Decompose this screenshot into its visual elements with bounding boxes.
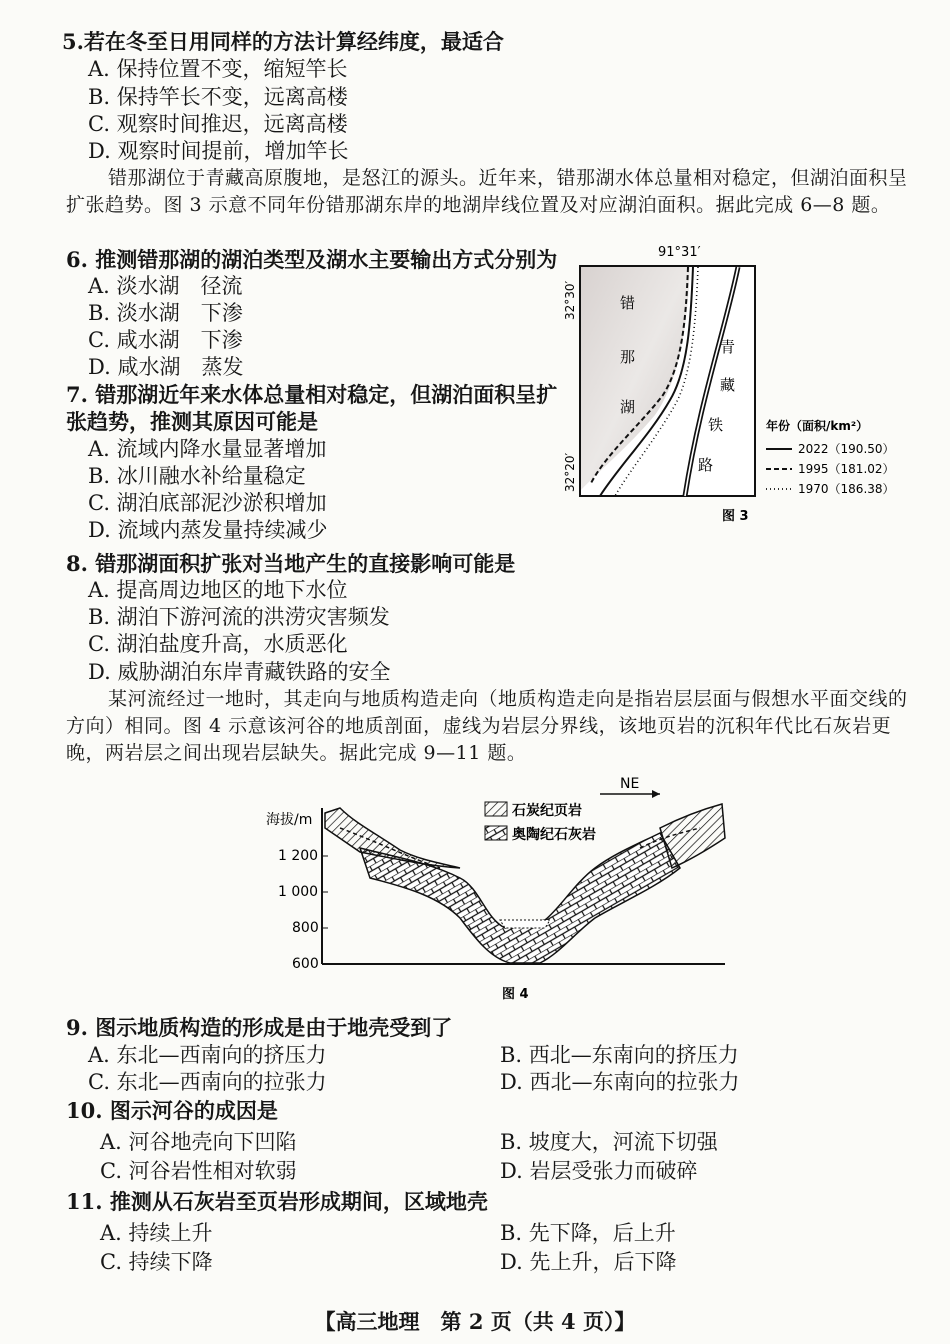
rail-label-1: 青 (720, 338, 736, 356)
q6-option-a: A. 淡水湖 径流 (88, 274, 243, 298)
rail-label-3: 铁 (708, 416, 724, 434)
shale-layer-right (660, 804, 725, 868)
q6-option-d: D. 咸水湖 蒸发 (88, 355, 244, 379)
q7-stem-line1: 7. 错那湖近年来水体总量相对稳定，但湖泊面积呈扩 (66, 382, 558, 407)
q7-option-d: D. 流域内蒸发量持续减少 (88, 518, 328, 542)
q5-option-b: B. 保持竿长不变，远离高楼 (88, 85, 348, 109)
q9-stem: 9. 图示地质构造的形成是由于地壳受到了 (66, 1015, 453, 1040)
q10-option-d: D. 岩层受张力而破碎 (500, 1159, 698, 1183)
q10-option-a: A. 河谷地壳向下凹陷 (100, 1130, 297, 1154)
q6-option-c: C. 咸水湖 下渗 (88, 328, 243, 352)
rail-label-4: 路 (698, 456, 714, 474)
q7-option-b: B. 冰川融水补给量稳定 (88, 464, 306, 488)
legend-limestone-swatch (485, 826, 507, 840)
fig3-lat-bottom: 32°20′ (563, 452, 577, 492)
q11-option-c: C. 持续下降 (100, 1250, 213, 1274)
figure-4-profile (260, 768, 740, 1008)
fig4-ylabel: 海拔/m (266, 812, 313, 828)
shale-layer-left (325, 808, 460, 868)
figure-3-map (560, 240, 920, 530)
river-channel (500, 920, 550, 928)
q8-option-b: B. 湖泊下游河流的洪涝灾害频发 (88, 605, 390, 629)
arrowhead (652, 790, 660, 798)
q9-option-b: B. 西北—东南向的挤压力 (500, 1043, 739, 1067)
q6-option-b: B. 淡水湖 下渗 (88, 301, 243, 325)
q11-stem: 11. 推测从石灰岩至页岩形成期间，区域地壳 (66, 1189, 488, 1214)
q7-option-c: C. 湖泊底部泥沙淤积增加 (88, 491, 327, 515)
q9-option-d: D. 西北—东南向的拉张力 (500, 1070, 740, 1094)
legend-1970: 1970（186.38） (798, 482, 895, 496)
legend-shale: 石炭纪页岩 (512, 803, 582, 819)
q7-option-a: A. 流域内降水量显著增加 (88, 437, 327, 461)
lake-label-1: 错 (620, 294, 636, 312)
q11-option-d: D. 先上升，后下降 (500, 1250, 677, 1274)
ytick-1000: 1 000 (278, 884, 319, 900)
page-footer: 【高三地理 第 2 页（共 4 页）】 (314, 1309, 636, 1334)
fig4-caption: 图 4 (502, 987, 529, 1002)
limestone-layer (360, 833, 680, 963)
lake-label-3: 湖 (620, 398, 636, 416)
q10-option-c: C. 河谷岩性相对软弱 (100, 1159, 297, 1183)
lake-label-2: 那 (620, 348, 636, 366)
q8-option-c: C. 湖泊盐度升高，水质恶化 (88, 632, 348, 656)
q5-option-c: C. 观察时间推迟，远离高楼 (88, 112, 348, 136)
q5-stem: 5.若在冬至日用同样的方法计算经纬度，最适合 (62, 29, 504, 54)
q9-option-c: C. 东北—西南向的拉张力 (88, 1070, 327, 1094)
intro-paragraph-9-11: 某河流经过一地时，其走向与地质构造走向（地质构造走向是指岩层层面与假想水平面交线的方向）相同。图 4 示意该河谷的地质剖面，虚线为岩层分界线，该地页岩的沉积年代比石灰岩更晚，两岩层之间出现岩层缺失。据此完成 9—11 题。 (66, 688, 908, 764)
legend-shale-swatch (485, 802, 507, 816)
ytick-1200: 1 200 (278, 848, 319, 864)
q11-option-b: B. 先下降，后上升 (500, 1221, 676, 1245)
q10-stem: 10. 图示河谷的成因是 (66, 1098, 278, 1123)
legend-1995: 1995（181.02） (798, 462, 895, 476)
intro-paragraph-6-8: 错那湖位于青藏高原腹地，是怒江的源头。近年来，错那湖水体总量相对稳定，但湖泊面积呈扩张趋势。图 3 示意不同年份错那湖东岸的地湖岸线位置及对应湖泊面积。据此完成 6—8 题。 (66, 167, 908, 216)
q8-stem: 8. 错那湖面积扩张对当地产生的直接影响可能是 (66, 551, 516, 576)
q11-option-a: A. 持续上升 (100, 1221, 213, 1245)
fig3-caption: 图 3 (722, 509, 749, 524)
q9-option-a: A. 东北—西南向的挤压力 (88, 1043, 327, 1067)
fig3-longitude: 91°31′ (658, 245, 701, 260)
q8-option-d: D. 威胁湖泊东岸青藏铁路的安全 (88, 660, 391, 684)
fig3-lat-top: 32°30′ (563, 280, 577, 320)
legend-2022: 2022（190.50） (798, 442, 895, 456)
q7-stem-line2: 张趋势，推测其原因可能是 (66, 409, 318, 434)
q8-option-a: A. 提高周边地区的地下水位 (88, 578, 348, 602)
direction-label: NE (620, 776, 640, 792)
rail-label-2: 藏 (720, 376, 736, 394)
q5-option-a: A. 保持位置不变，缩短竿长 (88, 57, 348, 81)
q10-option-b: B. 坡度大，河流下切强 (500, 1130, 718, 1154)
q5-option-d: D. 观察时间提前，增加竿长 (88, 139, 349, 163)
ytick-600: 600 (292, 956, 319, 972)
ytick-800: 800 (292, 920, 319, 936)
legend-title: 年份（面积/km²） (766, 419, 869, 433)
legend-limestone: 奥陶纪石灰岩 (512, 827, 596, 843)
q6-stem: 6. 推测错那湖的湖泊类型及湖水主要输出方式分别为 (66, 247, 558, 272)
